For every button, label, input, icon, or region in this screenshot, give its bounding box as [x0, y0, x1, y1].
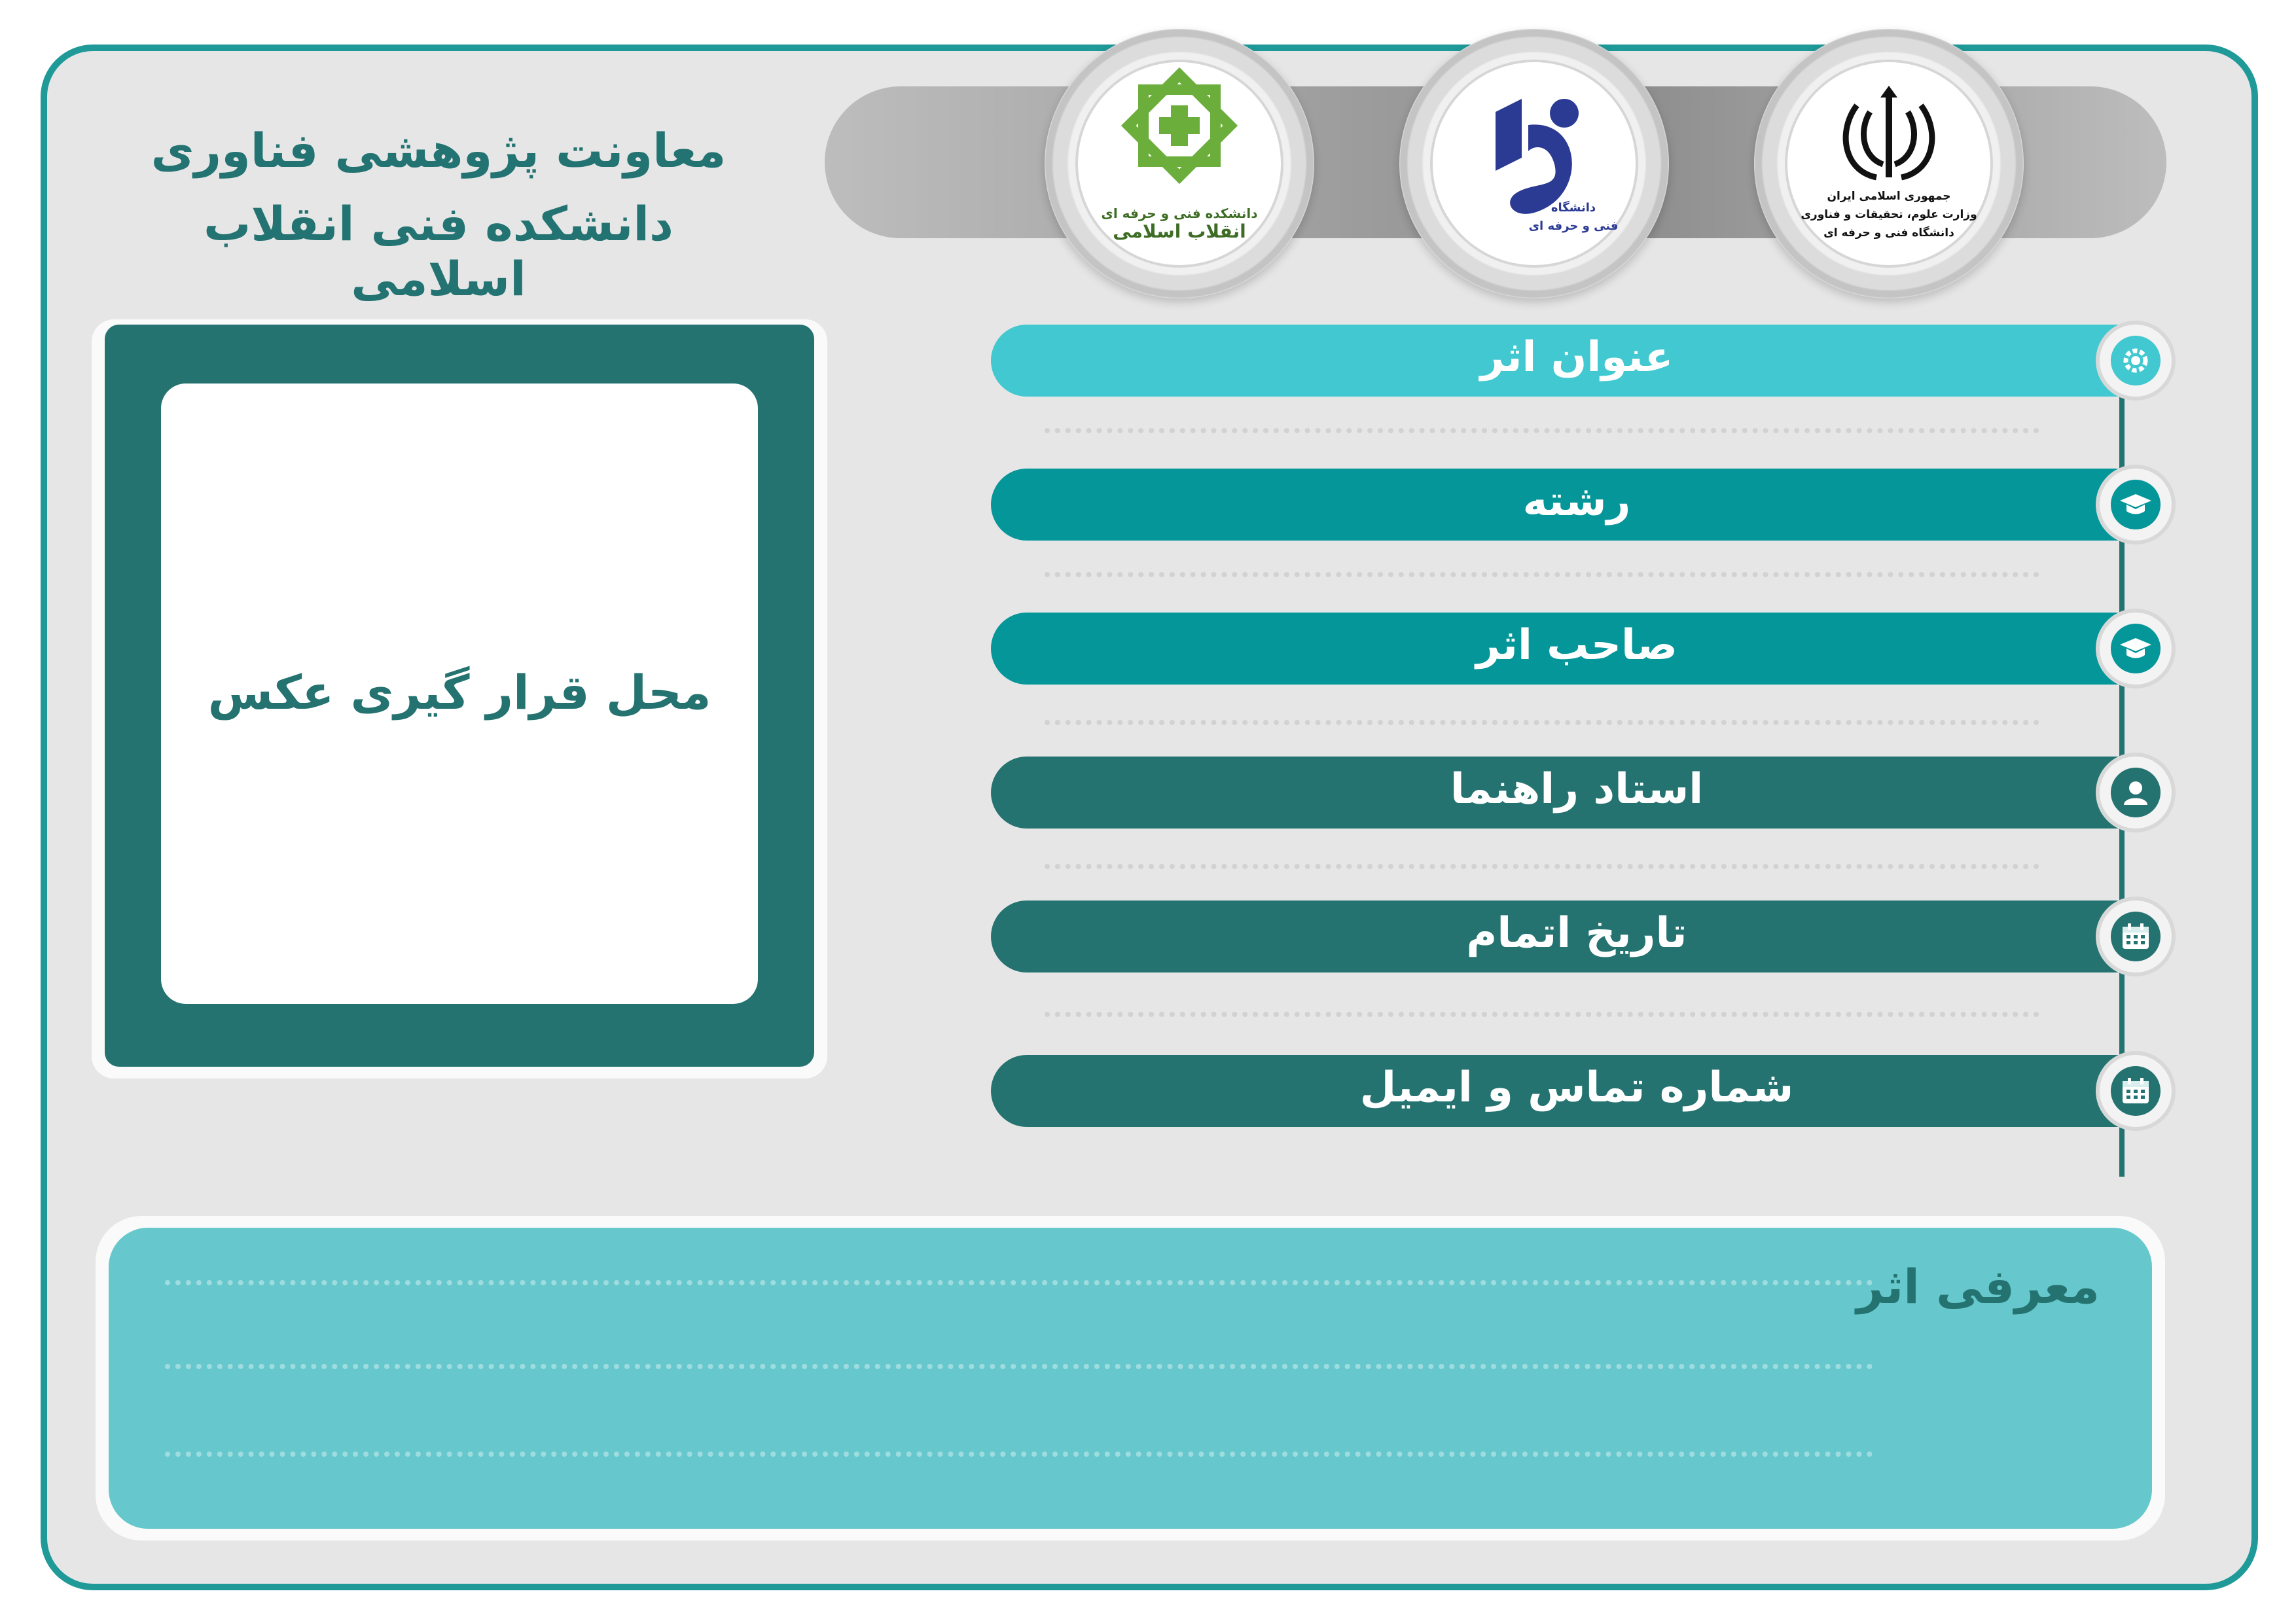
field-supervisor-icon-wrap: [2100, 757, 2172, 829]
logo-ring-university: [1399, 29, 1669, 298]
ministry-logo-line2: وزارت علوم، تحقیقات و فناوری: [1801, 208, 1977, 221]
intro-title: معرفی اثر: [1856, 1259, 2100, 1314]
field-author[interactable]: [991, 613, 2162, 685]
field-supervisor-label: استاد راهنما: [1450, 765, 1704, 813]
college-logo-line2: انقلاب اسلامی: [1113, 221, 1246, 242]
field-completion-date[interactable]: [991, 901, 2162, 972]
user-icon: [2111, 768, 2161, 817]
logo-ring-ministry: [1754, 29, 2024, 298]
logo-ring-college: [1045, 29, 1314, 298]
field-completion-date-label: تاریخ اتمام: [1466, 909, 1687, 957]
ministry-logo-line3: دانشگاه فنی و حرفه ای: [1823, 226, 1954, 240]
graduation-cap-icon: [2111, 624, 2161, 673]
field-author-dots: [1045, 720, 2039, 725]
university-logo: [1430, 60, 1638, 268]
field-contact[interactable]: [991, 1055, 2162, 1127]
field-title-label: عنوان اثر: [1480, 333, 1674, 382]
field-contact-icon-wrap: [2100, 1055, 2172, 1127]
field-contact-label: شماره تماس و ایمیل: [1359, 1063, 1794, 1112]
intro-box[interactable]: [109, 1228, 2152, 1529]
field-title-icon-wrap: [2100, 325, 2172, 397]
field-major-dots: [1045, 572, 2039, 577]
header-line-1: معاونت پژوهشی فناوری: [151, 123, 726, 178]
university-mark-icon: [1430, 60, 1638, 268]
photo-placeholder[interactable]: [161, 383, 758, 1004]
ministry-logo: [1785, 60, 1993, 268]
calendar-icon: [2111, 1066, 2161, 1116]
field-completion-date-icon-wrap: [2100, 901, 2172, 972]
university-logo-line1: دانشگاه: [1551, 201, 1596, 215]
ministry-logo-line1: جمهوری اسلامی ایران: [1827, 190, 1951, 203]
field-major-label: رشته: [1522, 477, 1631, 526]
field-author-label: صاحب اثر: [1476, 621, 1677, 669]
intro-line-1: [165, 1280, 1873, 1285]
intro-line-3: [165, 1452, 1873, 1457]
field-author-icon-wrap: [2100, 613, 2172, 685]
field-supervisor-dots: [1045, 864, 2039, 869]
field-major-icon-wrap: [2100, 469, 2172, 541]
gear-icon: [2111, 336, 2161, 385]
calendar-icon: [2111, 912, 2161, 961]
college-logo-line1: دانشکده فنی و حرفه ای: [1101, 205, 1258, 221]
graduation-cap-icon: [2111, 480, 2161, 529]
field-completion-date-dots: [1045, 1012, 2039, 1017]
field-title-dots: [1045, 428, 2039, 433]
intro-line-2: [165, 1364, 1873, 1369]
university-logo-line2: فنی و حرفه ای: [1528, 219, 1619, 233]
field-title[interactable]: [991, 325, 2162, 397]
header-line-2: دانشکده فنی انقلاب اسلامی: [204, 196, 673, 306]
photo-placeholder-label: محل قرار گیری عکس: [207, 665, 711, 720]
college-logo: [1075, 60, 1283, 268]
field-major[interactable]: [991, 469, 2162, 541]
field-supervisor[interactable]: [991, 757, 2162, 829]
